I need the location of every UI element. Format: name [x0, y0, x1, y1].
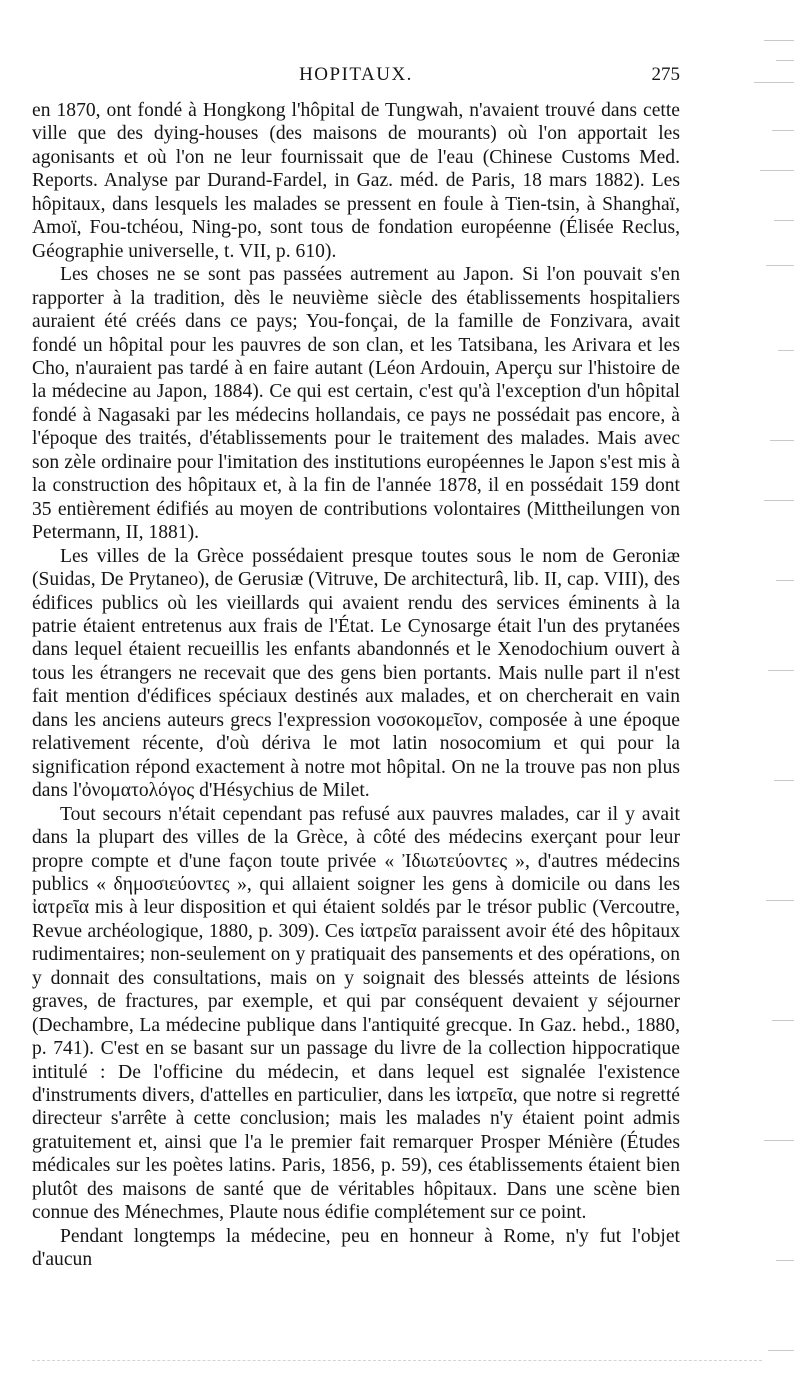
paragraph: Les villes de la Grèce possédaient presque toutes sous le nom de Geroniæ (Suidas, De Prytaneo), de Gerusiæ (Vitruve, De architecturâ, lib. II, cap. VIII), des édifices publics où les vieillards qui avaient rendu des services éminents à la patrie étaient entretenus aux frais de l'État. Le Cynosarge était l'un des prytanées dans lequel étaient recueillis les enfants abandonnés et le Xenodochium ouvert à tous les étrangers ne recevait que des gens bien portants. Mais nulle part il n'est fait mention d'édifices spéciaux destinés aux malades, et on chercherait en vain dans les anciens auteurs grecs l'expression νοσοκομεῖον, composée à une époque relativement récente, d'où dériva le mot latin nosocomium et qui pour la signification répond exactement à notre mot hôpital. On ne la trouve pas non plus dans l'ὀνοματολόγος d'Hésychius de Milet. — [32, 545, 680, 802]
page-header — [32, 64, 680, 90]
margin-scan-artifacts — [734, 20, 794, 1380]
paragraph: Les choses ne se sont pas passées autrement au Japon. Si l'on pouvait s'en rapporter à la tradition, dès le neuvième siècle des établissements hospitaliers auraient été créés dans ce pays; You-fonçai, de la famille de Fonzivara, avait fondé un hôpital pour les pauvres de son clan, et les Tatsibana, les Arivara et les Cho, n'auraient pas tardé à en faire autant (Léon Ardouin, Aperçu sur l'histoire de la médecine au Japon, 1884). Ce qui est certain, c'est qu'à l'exception d'un hôpital fondé à Nagasaki par les médecins hollandais, ce pays ne possédait pas encore, à l'époque des traités, d'établissements pour le traitement des malades. Mais avec son zèle ordinaire pour l'imitation des institutions européennes le Japon s'est mis à la construction des hôpitaux et, à la fin de l'année 1878, il en possédait 159 dont 35 entièrement édifiés au moyen de contributions volontaires (Mittheilungen von Petermann, II, 1881). — [32, 264, 680, 544]
paragraph: Tout secours n'était cependant pas refusé aux pauvres malades, car il y avait dans la plupart des villes de la Grèce, à côté des médecins exerçant pour leur propre compte et d'une façon toute privée « Ἰδιωτεύοντες », d'autres médecins publics « δημοσιεύοντες », qui allaient soigner les gens à domicile ou dans les ἰατρεῖα mis à leur disposition et qui étaient soldés par le trésor public (Vercoutre, Revue archéologique, 1880, p. 309). Ces ἰατρεῖα paraissent avoir été des hôpitaux rudimentaires; non-seulement on y pratiquait des pansements et des opérations, on y donnait des consultations, mais on y soignait des blessés atteints de lésions graves, de fractures, par exemple, et qui par conséquent devaient y séjourner (Dechambre, La médecine publique dans l'antiquité grecque. In Gaz. hebd., 1880, p. 741). C'est en se basant sur un passage du livre de la collection hippocratique intitulé : De l'officine du médecin, et dans lequel est signalée l'existence d'instruments divers, d'attelles en particulier, dans les ἰατρεῖα, que notre si regretté directeur s'arrête à cette conclusion; mais les malades n'y étaient point admis gratuitement et, ainsi que l'a le premier fait remarquer Prosper Ménière (Études médicales sur les poètes latins. Paris, 1856, p. 59), ces établissements étaient bien plutôt des maisons de santé que de véritables hôpitaux. Dans une scène bien connue des Ménechmes, Plaute nous édifie complétement sur ce point. — [32, 803, 680, 1224]
paragraph: en 1870, ont fondé à Hongkong l'hôpital de Tungwah, n'avaient trouvé dans cette ville que des dying-houses (des maisons de mourants) où l'on apportait les agonisants et où l'on ne leur fournissait que de l'eau (Chinese Customs Med. Reports. Analyse par Durand-Fardel, in Gaz. méd. de Paris, 18 mars 1882). Les hôpitaux, dans lesquels les malades se pressent en foule à Tien-tsin, à Shanghaï, Amoï, Fou-tchéou, Ning-po, sont tous de fondation européenne (Élisée Reclus, Géographie universelle, t. VII, p. 610). — [32, 100, 680, 262]
page-number: 275 — [651, 64, 680, 85]
running-title: HOPITAUX. — [299, 64, 413, 85]
bottom-scan-artifact — [32, 1360, 762, 1362]
body-text — [32, 99, 680, 1272]
paragraph-continued: Pendant longtemps la médecine, peu en honneur à Rome, n'y fut l'objet d'aucun — [32, 1225, 680, 1271]
